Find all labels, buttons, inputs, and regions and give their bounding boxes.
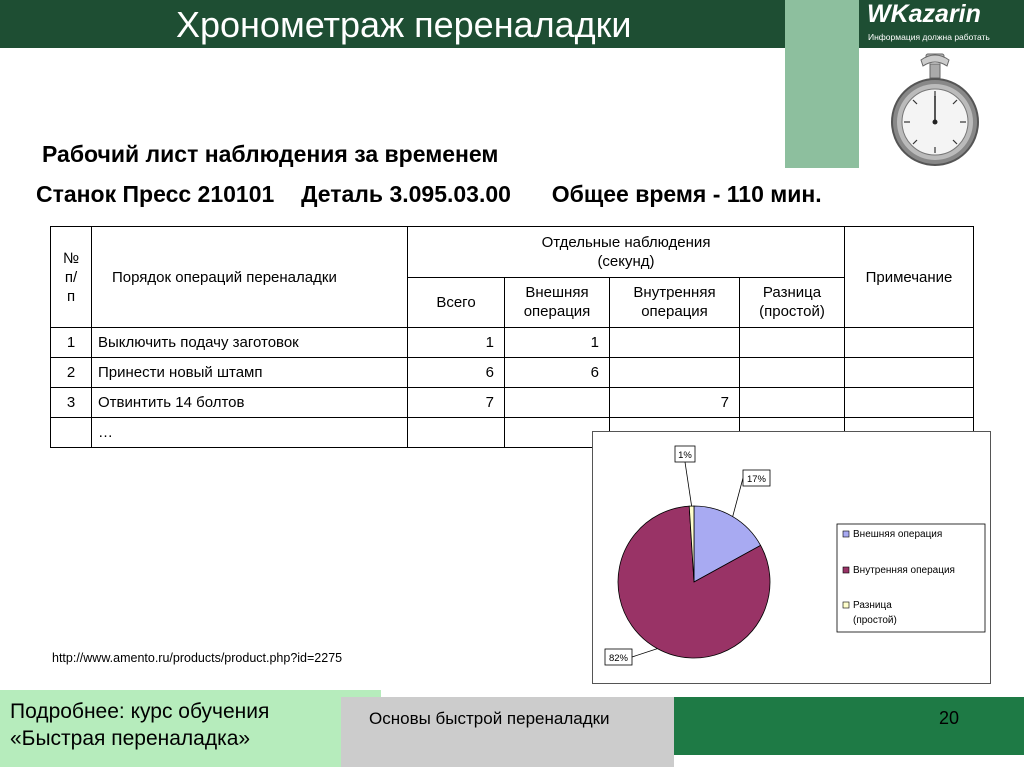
page-number: 20 <box>939 708 960 728</box>
table-header-row <box>51 227 974 278</box>
brand-tagline: Информация должна работать <box>868 32 990 42</box>
observation-table <box>50 226 974 448</box>
pie-chart-panel <box>592 431 991 684</box>
pie-chart <box>593 432 990 683</box>
label-leader-1 <box>632 649 657 657</box>
footer-page-block <box>674 697 1024 755</box>
brand-block <box>860 0 1024 48</box>
legend-swatch-0 <box>843 531 849 537</box>
data-label-2: 1% <box>678 450 692 461</box>
machine-label: Станок Пресс 210101 <box>36 181 275 207</box>
worksheet-heading: Рабочий лист наблюдения за временем <box>42 141 499 167</box>
table-row: 2 Принести новый штамп 6 6 <box>51 358 974 388</box>
header-observations: Отдельные наблюдения (секунд) <box>408 227 845 278</box>
legend-entry-0: Внешняя операция <box>853 529 943 540</box>
legend-entry-1: Внутренняя операция <box>853 565 955 576</box>
title-bar <box>0 0 860 48</box>
footer-topic: Основы быстрой переналадки <box>369 709 610 728</box>
legend-entry-2: Разница <box>853 600 892 611</box>
footer-topic-block <box>341 697 674 767</box>
legend-swatch-2 <box>843 602 849 608</box>
legend-entry-3: (простой) <box>853 615 897 626</box>
total-time-label: Общее время - 110 мин. <box>551 181 822 207</box>
data-label-1: 82% <box>608 653 629 664</box>
footer-course-text: Подробнее: курс обучения «Быстрая переналадка» <box>10 700 270 750</box>
header-operations: Порядок операций переналадки <box>92 227 408 328</box>
label-leader-0 <box>733 478 743 517</box>
header-internal: Внутренняя операция <box>610 277 740 328</box>
header-note: Примечание <box>845 227 974 328</box>
slide-title: Хронометраж переналадки <box>176 4 632 45</box>
footer-course-block <box>0 690 381 767</box>
table-row: 1 Выключить подачу заготовок 1 1 <box>51 328 974 358</box>
header-external: Внешняя операция <box>505 277 610 328</box>
label-leader-2 <box>685 462 692 506</box>
source-url[interactable]: http://www.amento.ru/products/product.php?id=2275 <box>52 651 343 665</box>
header-total: Всего <box>408 277 505 328</box>
legend-swatch-1 <box>843 567 849 573</box>
data-label-0: 17% <box>746 474 767 485</box>
table-row: 3 Отвинтить 14 болтов 7 7 <box>51 388 974 418</box>
table-row: … <box>51 418 974 448</box>
worksheet-subheading <box>36 181 822 208</box>
brand-name: WKazarin <box>867 0 981 28</box>
stopwatch-icon <box>890 52 980 170</box>
header-num: № п/ п <box>51 227 92 328</box>
header-diff: Разница (простой) <box>740 277 845 328</box>
accent-block <box>785 0 859 168</box>
part-label: Деталь 3.095.03.00 <box>301 181 511 207</box>
